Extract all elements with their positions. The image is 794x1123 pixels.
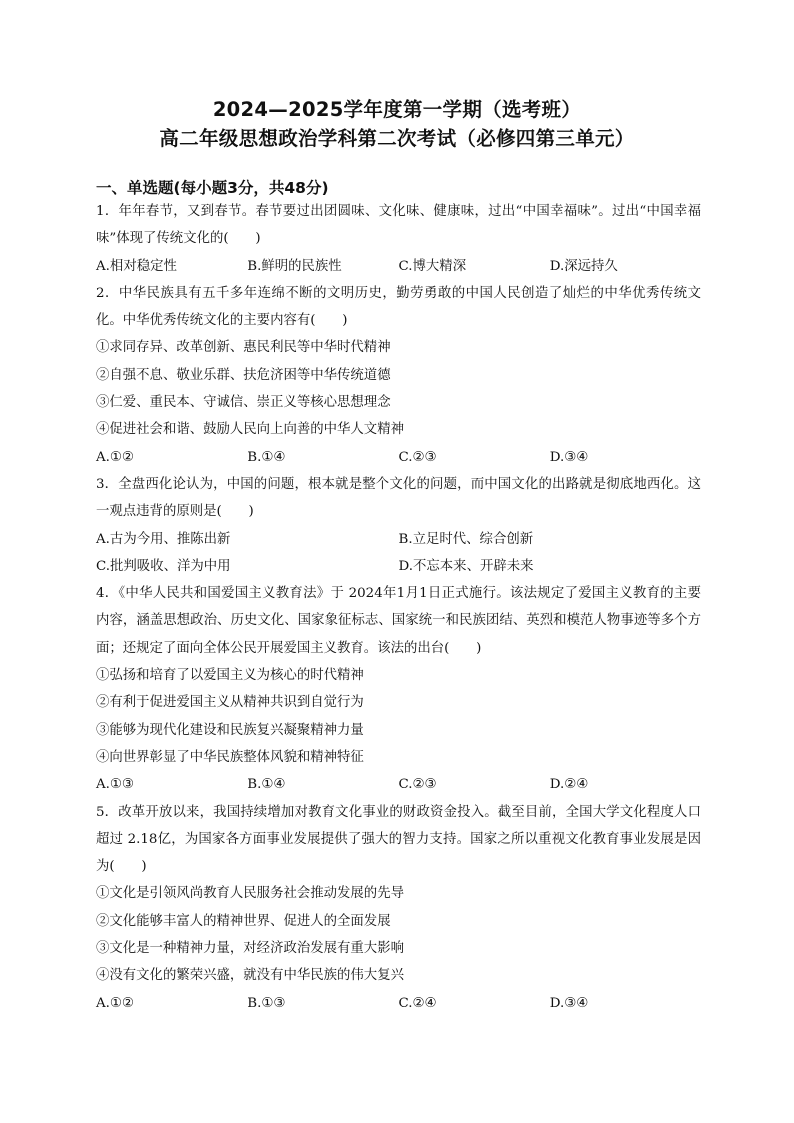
question-1-options [96, 253, 701, 280]
option-a[interactable]: A.①② [96, 449, 134, 465]
question-2 [96, 280, 701, 471]
section-heading: 一、单选题(每小题3分，共48分) [96, 179, 329, 197]
statement-4: ④向世界彰显了中华民族整体风貌和精神特征 [96, 749, 364, 765]
exam-title-line2: 高二年级思想政治学科第二次考试（必修四第三单元） [159, 127, 635, 150]
statement-1: ①求同存异、改革创新、惠民利民等中华时代精神 [96, 340, 391, 356]
statement-1: ①文化是引领风尚教育人民服务社会推动发展的先导 [96, 886, 404, 902]
option-d[interactable]: D.③④ [549, 995, 589, 1011]
option-c[interactable]: C.博大精深 [398, 258, 467, 274]
option-c[interactable]: C.②④ [398, 995, 437, 1011]
exam-title-line1: 2024—2025学年度第一学期（选考班） [212, 98, 582, 121]
question-3 [96, 471, 701, 580]
question-4-stem: 4．《中华人民共和国爱国主义教育法》于 2024年1月1日正式施行。该法规定了爱国主义教育的主要内容，涵盖思想政治、历史文化、国家象征标志、国家统一和民族团结、英烈和模范人物事迹等多个方面；还规定了面向全体公民开展爱国主义教育。该法的出台( ) [96, 586, 701, 656]
option-b[interactable]: B.①③ [247, 995, 286, 1011]
question-list [96, 198, 701, 1017]
question-2-options [96, 444, 701, 471]
option-c[interactable]: C.批判吸收、洋为中用 [96, 558, 231, 574]
statement-4: ④促进社会和谐、鼓励人民向上向善的中华人文精神 [96, 422, 404, 438]
question-3-stem: 3．全盘西化论认为，中国的问题，根本就是整个文化的问题，而中国文化的出路就是彻底地西化。这一观点违背的原则是( ) [96, 476, 701, 520]
question-1 [96, 198, 701, 280]
question-3-options-row1 [96, 526, 701, 553]
option-b[interactable]: B.①④ [247, 777, 286, 793]
statement-2: ②自强不息、敬业乐群、扶危济困等中华传统道德 [96, 367, 391, 383]
option-d[interactable]: D.③④ [549, 449, 589, 465]
statement-3: ③能够为现代化建设和民族复兴凝聚精神力量 [96, 722, 364, 738]
statement-3: ③仁爱、重民本、守诚信、崇正义等核心思想理念 [96, 395, 391, 411]
option-b[interactable]: B.鲜明的民族性 [247, 258, 342, 274]
question-1-stem: 1．年年春节，又到春节。春节要过出团圆味、文化味、健康味，过出“中国幸福味”。过出“中国幸福味”体现了传统文化的( ) [96, 204, 701, 247]
option-a[interactable]: A.相对稳定性 [96, 258, 177, 274]
question-4-options [96, 771, 701, 798]
option-c[interactable]: C.②③ [398, 777, 437, 793]
option-d[interactable]: D.不忘本来、开辟未来 [398, 558, 534, 574]
option-a[interactable]: A.古为今用、推陈出新 [96, 531, 231, 547]
option-b[interactable]: B.①④ [247, 449, 286, 465]
question-4 [96, 580, 701, 798]
statement-2: ②有利于促进爱国主义从精神共识到自觉行为 [96, 695, 364, 711]
question-5 [96, 799, 701, 1017]
statement-1: ①弘扬和培育了以爱国主义为核心的时代精神 [96, 668, 364, 684]
option-d[interactable]: D.②④ [549, 777, 589, 793]
question-5-options [96, 990, 701, 1017]
option-d[interactable]: D.深远持久 [549, 258, 618, 274]
question-2-stem: 2．中华民族具有五千多年连绵不断的文明历史，勤劳勇敢的中国人民创造了灿烂的中华优秀传统文化。中华优秀传统文化的主要内容有( ) [96, 285, 701, 329]
option-a[interactable]: A.①③ [96, 777, 134, 793]
statement-4: ④没有文化的繁荣兴盛，就没有中华民族的伟大复兴 [96, 968, 404, 984]
option-c[interactable]: C.②③ [398, 449, 437, 465]
option-b[interactable]: B.立足时代、综合创新 [398, 531, 534, 547]
question-5-stem: 5．改革开放以来，我国持续增加对教育文化事业的财政资金投入。截至目前，全国大学文化程度人口超过 2.18亿，为国家各方面事业发展提供了强大的智力支持。国家之所以重视文化教育事业发展是因为( ) [96, 804, 701, 875]
statement-3: ③文化是一种精神力量，对经济政治发展有重大影响 [96, 941, 404, 957]
option-a[interactable]: A.①② [96, 995, 134, 1011]
question-3-options-row2 [96, 553, 701, 580]
statement-2: ②文化能够丰富人的精神世界、促进人的全面发展 [96, 913, 391, 929]
